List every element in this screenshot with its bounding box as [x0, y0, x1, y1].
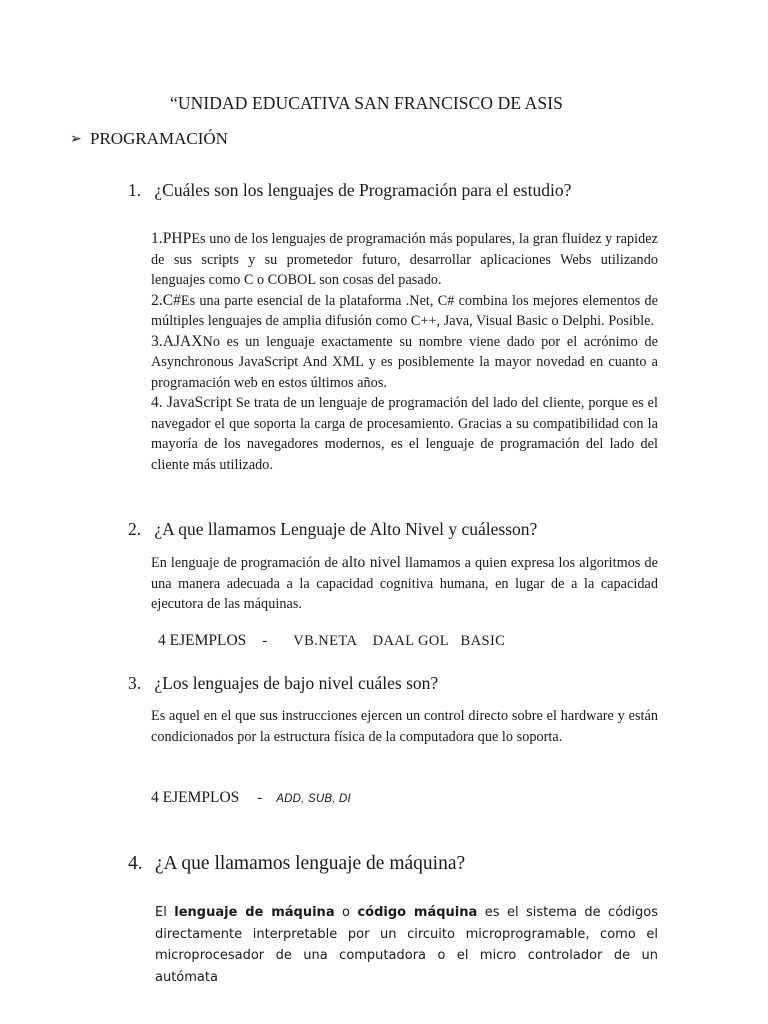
question-1	[128, 180, 571, 201]
examples-list: ADD, SUB, DI	[276, 793, 351, 805]
list-item	[151, 229, 658, 291]
item-text: Se trata de un lenguaje de programación del lado del cliente, porque es el navegador el que soporta la carga de procesamiento. Gracias a su compatibilidad con la mayoría de los navegadores modernos, es el lenguaje de programación del lado del cliente más utilizado.	[151, 395, 658, 473]
question-text: ¿Los lenguajes de bajo nivel cuáles son?	[154, 673, 439, 693]
question-4	[128, 853, 465, 875]
answer-text: El	[155, 905, 175, 920]
examples-list: VB.NETA DAAL GOL BASIC	[293, 633, 506, 649]
answer-text: o	[334, 905, 358, 920]
section-heading	[70, 129, 228, 149]
question-text: ¿A que llamamos Lenguaje de Alto Nivel y cuálesson?	[154, 519, 538, 539]
item-label: 1.PHP	[151, 230, 192, 247]
item-text: No es un lenguaje exactamente su nombre viene dado por el acrónimo de Asynchronous JavaScript And XML y es posiblemente la mayor novedad en cuanto a programación web en estos últimos años.	[151, 333, 658, 391]
q4-answer	[155, 902, 658, 988]
item-text: Es uno de los lenguajes de programación más populares, la gran fluidez y rapidez de sus scripts y su prometedor futuro, desarrollar aplicaciones Webs utilizando lenguajes como C o COBOL son cosas del pasado.	[151, 231, 658, 288]
list-item	[151, 332, 658, 394]
q1-answer	[151, 229, 658, 475]
question-text: ¿Cuáles son los lenguajes de Programación para el estudio?	[154, 180, 572, 200]
q3-examples	[151, 789, 351, 807]
q2-examples	[158, 632, 505, 650]
examples-label: 4 EJEMPLOS	[158, 632, 247, 649]
item-text: Es una parte esencial de la plataforma .Net, C# combina los mejores elementos de múltiples lenguajes de amplia difusión como C++, Java, Visual Basic o Delphi. Posible.	[151, 292, 658, 329]
question-number: 1.	[128, 180, 142, 200]
item-label: 4. JavaScript	[151, 394, 232, 411]
document-title: “UNIDAD EDUCATIVA SAN FRANCISCO DE ASIS	[170, 93, 563, 113]
question-text: ¿A que llamamos lenguaje de máquina?	[154, 853, 466, 874]
item-label: 3.AJAX	[151, 332, 203, 350]
q3-answer: Es aquel en el que sus instrucciones ejercen un control directo sobre el hardware y están condicionados por la estructura física de la computadora que lo soporta.	[151, 708, 658, 745]
list-item	[151, 291, 658, 332]
answer-text: es el sistema de códigos directamente interpretable por un circuito microprogramable, como el microprocesador de una computadora o el micro controlador de un autómata	[155, 905, 658, 985]
question-number: 3.	[128, 673, 142, 693]
answer-bold-term: lenguaje de máquina	[174, 905, 335, 920]
answer-text: llamamos a quien expresa los algoritmos de una manera adecuada a la capacidad cognitiva humana, en lugar de a la capacidad ejecutora de las máquinas.	[151, 555, 658, 612]
item-label: 2.C#	[151, 291, 181, 309]
answer-bold-term: alto nivel	[341, 554, 401, 571]
question-3	[128, 673, 438, 694]
examples-dash: -	[262, 633, 268, 649]
examples-label: 4 EJEMPLOS	[151, 789, 240, 806]
examples-dash: -	[257, 790, 263, 806]
section-label: PROGRAMACIÓN	[90, 129, 228, 148]
q2-answer	[151, 553, 658, 615]
question-number: 2.	[128, 519, 142, 539]
question-2	[128, 519, 537, 540]
question-number: 4.	[128, 853, 143, 874]
answer-bold-term: código máquina	[357, 905, 478, 920]
arrow-bullet-icon: ➢	[70, 131, 82, 147]
list-item	[151, 393, 658, 475]
answer-text: En lenguaje de programación de	[151, 555, 342, 571]
